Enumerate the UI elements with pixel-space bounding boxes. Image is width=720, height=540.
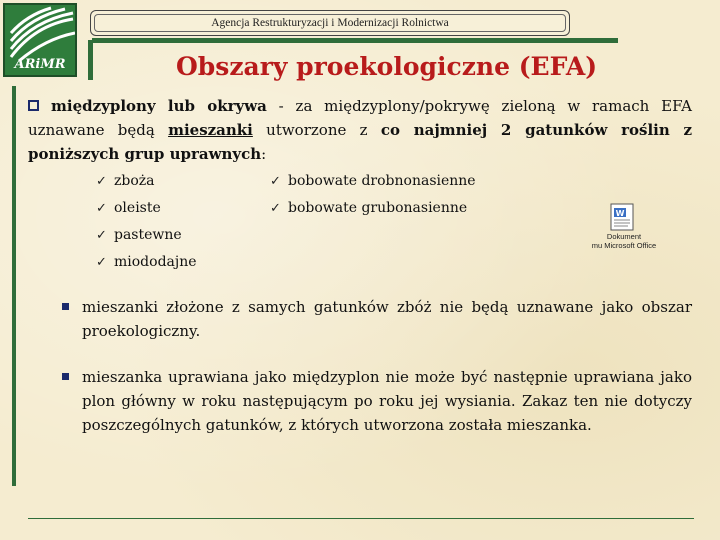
intro-term: międzyplony lub okrywa	[51, 97, 267, 115]
logo-text: ARiMR	[14, 57, 66, 72]
note-text: mieszanki złożone z samych gatunków zbóż nie będą uznawane jako obszar proekologiczny.	[82, 298, 692, 340]
list-item	[96, 195, 197, 222]
square-bullet-icon	[28, 100, 39, 111]
field-stripes-icon	[5, 5, 75, 61]
list-item	[62, 295, 692, 343]
list-item	[96, 249, 197, 276]
word-document-icon	[586, 202, 662, 232]
list-item-label: oleiste	[114, 200, 161, 216]
crop-groups-right	[270, 168, 476, 222]
list-item-label: pastewne	[114, 227, 182, 243]
check-icon: ✓	[96, 174, 107, 189]
list-item	[62, 365, 692, 437]
agency-banner	[90, 10, 570, 36]
intro-mixtures: mieszanki	[168, 121, 253, 139]
check-icon: ✓	[270, 174, 281, 189]
list-item	[270, 195, 476, 222]
header-green-bar-vertical	[88, 40, 93, 80]
svg-text:W: W	[615, 209, 625, 218]
list-item-label: bobowate grubonasienne	[288, 200, 468, 216]
note-text: mieszanka uprawiana jako międzyplon nie może być następnie uprawiana jako plon główny w roku następującym po roku jej wysiania. Zakaz ten nie dotyczy poszczególnych gatunków, z których utworzona została mieszanka.	[82, 368, 692, 434]
intro-paragraph	[28, 94, 692, 166]
list-item	[96, 168, 197, 195]
check-icon: ✓	[96, 228, 107, 243]
embedded-document-label-line2: mu Microsoft Office	[591, 241, 657, 250]
list-item-label: miododajne	[114, 254, 197, 270]
notes-list	[62, 295, 692, 459]
embedded-document-label-line1: Dokument	[606, 232, 642, 241]
check-icon: ✓	[96, 201, 107, 216]
header-green-bar	[92, 38, 618, 43]
check-icon: ✓	[96, 255, 107, 270]
list-item	[270, 168, 476, 195]
arimr-logo	[3, 3, 77, 77]
embedded-document[interactable]	[586, 202, 662, 254]
crop-groups-left	[96, 168, 197, 276]
square-bullet-icon	[62, 303, 69, 310]
list-item	[96, 222, 197, 249]
intro-text-1: za międzyplony/pokrywę zieloną w ramach EFA uznawane będą	[28, 97, 693, 139]
embedded-document-label	[586, 232, 662, 250]
intro-separator: -	[266, 97, 296, 115]
agency-name: Agencja Restrukturyzacji i Modernizacji Rolnictwa	[211, 17, 449, 29]
list-item-label: bobowate drobnonasienne	[288, 173, 476, 189]
square-bullet-icon	[62, 373, 69, 380]
intro-min-species: co najmniej 2 gatunków roślin z poniższych grup uprawnych	[28, 121, 692, 163]
check-icon: ✓	[270, 201, 281, 216]
list-item-label: zboża	[114, 173, 155, 189]
left-divider	[12, 86, 16, 486]
page-title: Obszary proekologiczne (EFA)	[176, 52, 598, 81]
bottom-divider	[28, 518, 694, 519]
intro-colon: :	[261, 145, 267, 163]
intro-text-2: utworzone z	[252, 121, 381, 139]
